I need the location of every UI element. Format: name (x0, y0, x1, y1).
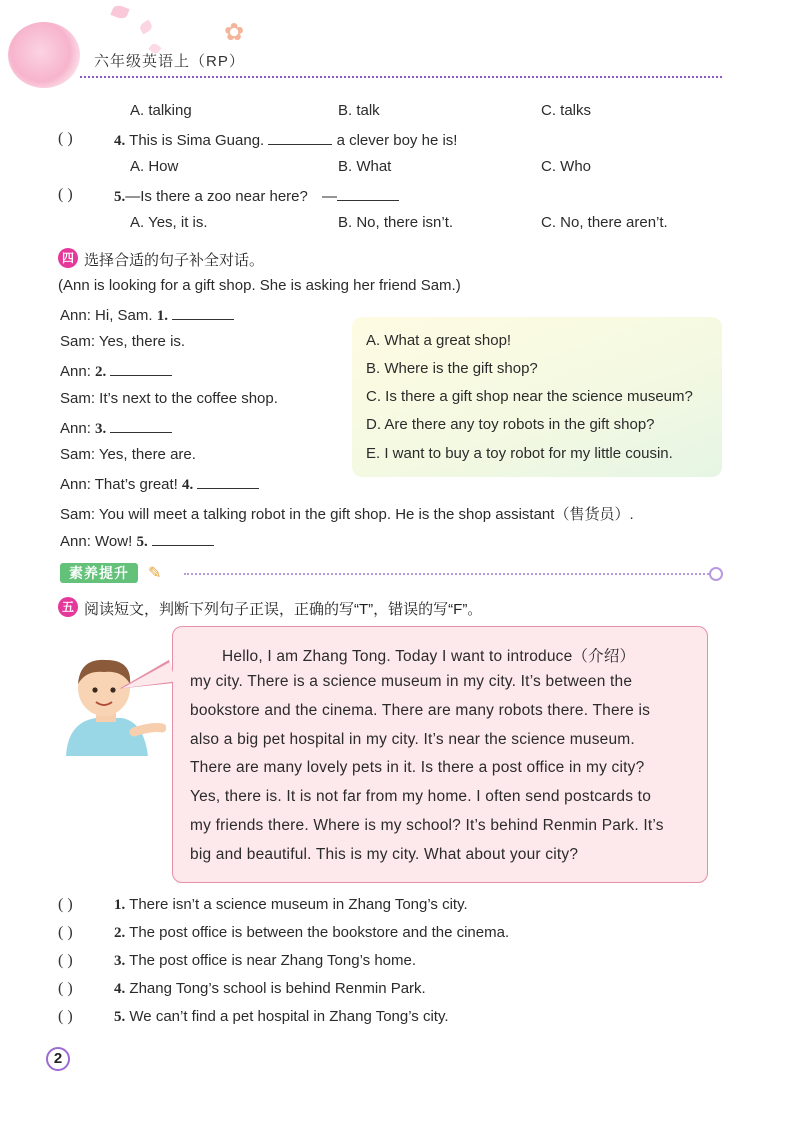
q3-option-a: A. talking (130, 102, 192, 119)
dialogue-line-2: Sam: Yes, there is. (60, 333, 186, 350)
blossom-decoration (8, 22, 80, 88)
statement-4: 4. Zhang Tong’s school is behind Renmin Park. (114, 980, 426, 997)
answer-blank[interactable] (197, 474, 259, 489)
passage-line: big and beautiful. This is my city. What about your city? (190, 846, 579, 863)
answer-paren[interactable]: ( ) (58, 186, 73, 203)
q3-option-c: C. talks (541, 102, 592, 119)
option-e: E. I want to buy a toy robot for my little cousin. (366, 445, 673, 462)
passage-line: my city. There is a science museum in my city. It’s between the (190, 673, 633, 690)
q5-option-a: A. Yes, it is. (130, 214, 208, 231)
statement-2: 2. The post office is between the bookstore and the cinema. (114, 924, 510, 941)
options-box (352, 317, 722, 477)
answer-blank[interactable] (110, 361, 172, 376)
passage-line: my friends there. Where is my school? It’s behind Renmin Park. It’s (190, 817, 664, 834)
question-4 (114, 130, 457, 150)
section-4-icon: 四 (58, 248, 78, 268)
passage-line: There are many lovely pets in it. Is there a post office in my city? (190, 759, 645, 776)
section-5-icon: 五 (58, 597, 78, 617)
question-text: This is Sima Guang. (129, 132, 265, 149)
dialogue-line-1: Ann: Hi, Sam. 1. (60, 305, 234, 325)
passage-line: bookstore and the cinema. There are many robots there. There is (190, 702, 651, 719)
answer-paren[interactable]: ( ) (58, 980, 73, 997)
dialogue-line-6: Sam: Yes, there are. (60, 446, 196, 463)
q4-option-a: A. How (130, 158, 179, 175)
dialogue-line-7: Ann: That’s great! 4. (60, 474, 259, 494)
header-title: 六年级英语上（RP） (94, 53, 245, 70)
answer-paren[interactable]: ( ) (58, 896, 73, 913)
question-text: a clever boy he is! (336, 132, 458, 149)
question-5 (114, 186, 399, 206)
section-5-title: 阅读短文，判断下列句子正误，正确的写“T”，错误的写“F”。 (84, 601, 483, 618)
q4-option-c: C. Who (541, 158, 592, 175)
passage-line: Yes, there is. It is not far from my home. I often send postcards to (190, 788, 652, 805)
option-c: C. Is there a gift shop near the science museum? (366, 388, 693, 405)
answer-blank[interactable] (337, 186, 399, 201)
petal-decoration (138, 20, 153, 35)
statement-5: 5. We can’t find a pet hospital in Zhang Tong’s city. (114, 1008, 449, 1025)
answer-paren[interactable]: ( ) (58, 1008, 73, 1025)
answer-blank[interactable] (268, 130, 332, 145)
dialogue-line-8: Sam: You will meet a talking robot in the gift shop. He is the shop assistant（售货员）. (60, 506, 634, 523)
q5-option-b: B. No, there isn’t. (338, 214, 454, 231)
answer-dash: — (322, 188, 338, 205)
banner-end-icon (709, 567, 723, 581)
answer-paren[interactable]: ( ) (58, 924, 73, 941)
banner-divider (184, 573, 712, 575)
q5-option-c: C. No, there aren’t. (541, 214, 668, 231)
statement-1: 1. There isn’t a science museum in Zhang Tong’s city. (114, 896, 468, 913)
passage-line: Hello, I am Zhang Tong. Today I want to introduce（介绍） (222, 648, 636, 665)
answer-paren[interactable]: ( ) (58, 952, 73, 969)
passage-line: also a big pet hospital in my city. It’s near the science museum. (190, 731, 635, 748)
section-4-title: 选择合适的句子补全对话。 (84, 252, 265, 269)
q4-option-b: B. What (338, 158, 392, 175)
dialogue-line-3: Ann: 2. (60, 361, 172, 381)
answer-paren[interactable]: ( ) (58, 130, 73, 147)
q3-option-b: B. talk (338, 102, 380, 119)
question-number: 5. (114, 189, 126, 205)
dialogue-line-4: Sam: It’s next to the coffee shop. (60, 390, 278, 407)
answer-blank[interactable] (152, 531, 214, 546)
answer-blank[interactable] (110, 418, 172, 433)
option-d: D. Are there any toy robots in the gift shop? (366, 416, 655, 433)
petal-decoration (110, 4, 129, 21)
header-divider (80, 76, 722, 78)
dialogue-intro: (Ann is looking for a gift shop. She is asking her friend Sam.) (58, 277, 461, 294)
question-text: —Is there a zoo near here? (125, 188, 308, 205)
statement-3: 3. The post office is near Zhang Tong’s home. (114, 952, 417, 969)
option-a: A. What a great shop! (366, 332, 512, 349)
question-number: 4. (114, 133, 126, 149)
option-b: B. Where is the gift shop? (366, 360, 538, 377)
section-banner: 素养提升 (60, 563, 138, 583)
pencil-icon: ✎ (148, 565, 162, 582)
dialogue-line-9: Ann: Wow! 5. (60, 531, 214, 551)
answer-blank[interactable] (172, 305, 234, 320)
dialogue-line-5: Ann: 3. (60, 418, 172, 438)
page-number: 2 (46, 1047, 70, 1071)
flower-icon: ✿ (224, 19, 245, 46)
